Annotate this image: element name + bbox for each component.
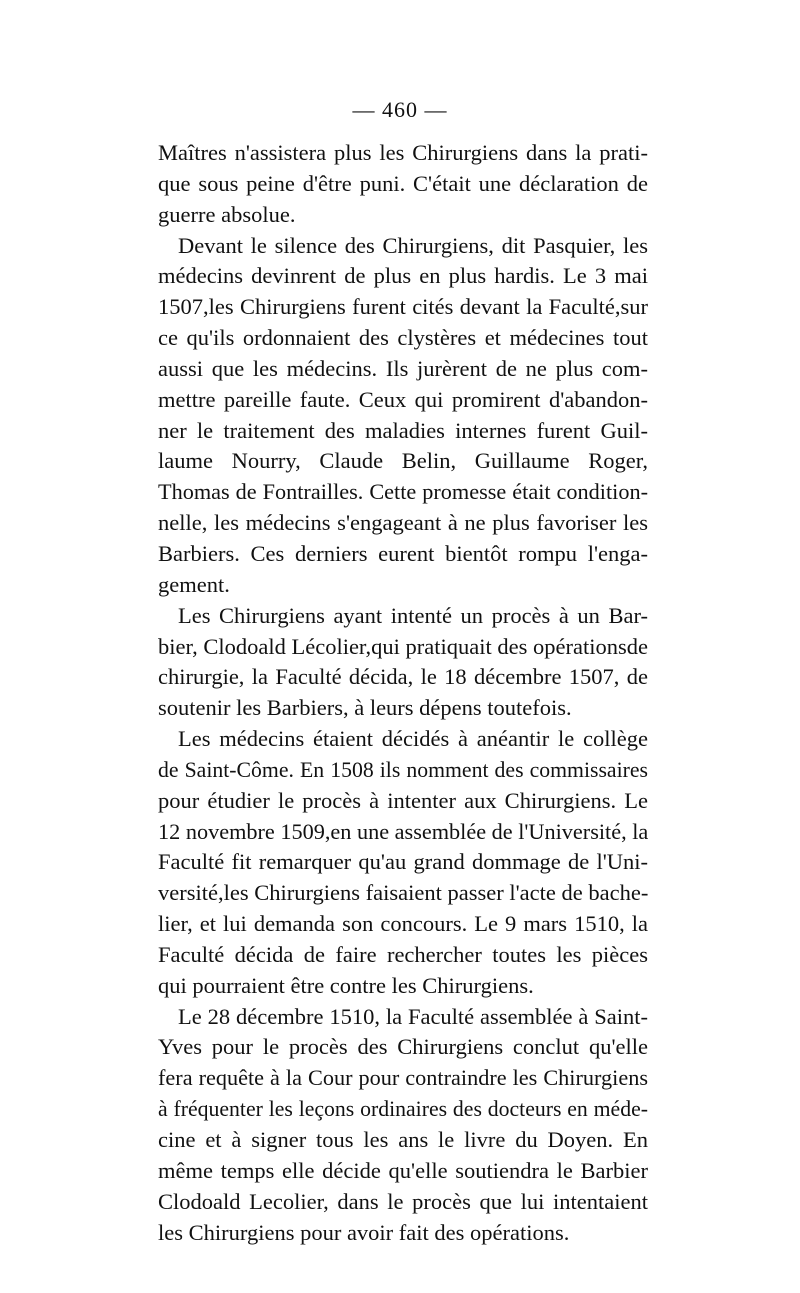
text-line: ner le traitement des maladies internes furent Guil- bbox=[158, 417, 648, 443]
body-text bbox=[158, 138, 648, 1248]
text-line: Thomas de Fontrailles. Cette promesse était condition- bbox=[158, 479, 648, 505]
text-line: pour étudier le procès à intenter aux Chirurgiens. Le bbox=[158, 787, 648, 813]
text-line: que sous peine d'être puni. C'était une déclaration de bbox=[158, 170, 648, 196]
text-line: Devant le silence des Chirurgiens, dit Pasquier, les bbox=[178, 232, 648, 258]
text-line: aussi que les médecins. Ils jurèrent de ne plus com- bbox=[158, 355, 648, 381]
text-line: ce qu'ils ordonnaient des clystères et médecines tout bbox=[158, 325, 648, 351]
text-line: de Saint-Côme. En 1508 ils nomment des commissaires bbox=[158, 757, 648, 782]
text-line: Faculté décida de faire rechercher toutes les pièces bbox=[158, 941, 648, 967]
text-line: Les médecins étaient décidés à anéantir le collège bbox=[178, 726, 648, 752]
text-line: mettre pareille faute. Ceux qui promirent d'abandon- bbox=[158, 386, 648, 412]
text-line: Yves pour le procès des Chirurgiens conclut qu'elle bbox=[158, 1034, 648, 1060]
text-line: cine et à signer tous les ans le livre du Doyen. En bbox=[158, 1127, 648, 1152]
text-line: laume Nourry, Claude Belin, Guillaume Roger, bbox=[158, 448, 648, 474]
text-line: 1507,les Chirurgiens furent cités devant la Faculté,sur bbox=[158, 294, 648, 320]
text-line: nelle, les médecins s'engageant à ne plus favoriser les bbox=[158, 510, 648, 536]
text-line: versité,les Chirurgiens faisaient passer l'acte de bache- bbox=[158, 880, 649, 906]
text-line: chirurgie, la Faculté décida, le 18 décembre 1507, de bbox=[158, 664, 648, 690]
text-line: Barbiers. Ces derniers eurent bientôt rompu l'enga- bbox=[158, 540, 648, 566]
text-line: Maîtres n'assistera plus les Chirurgiens dans la prati- bbox=[158, 140, 648, 165]
text-line: lier, et lui demanda son concours. Le 9 mars 1510, la bbox=[158, 911, 648, 937]
text-line: Les Chirurgiens ayant intenté un procès à un Bar- bbox=[178, 602, 648, 628]
text-line: Faculté fit remarquer qu'au grand dommage de l'Uni- bbox=[158, 849, 648, 875]
text-line: qui pourraient être contre les Chirurgiens. bbox=[158, 972, 534, 998]
text-line: gement. bbox=[158, 571, 230, 597]
text-line: Clodoald Lecolier, dans le procès que lui intentaient bbox=[158, 1188, 648, 1214]
text-line: Le 28 décembre 1510, la Faculté assemblée à Saint- bbox=[178, 1003, 648, 1029]
text-line: 12 novembre 1509,en une assemblée de l'Université, la bbox=[158, 818, 649, 844]
text-line: bier, Clodoald Lécolier,qui pratiquait des opérationsde bbox=[158, 633, 648, 659]
text-line: fera requête à la Cour pour contraindre les Chirurgiens bbox=[158, 1065, 648, 1091]
page-number: — 460 — bbox=[352, 97, 448, 122]
text-line: médecins devinrent de plus en plus hardis. Le 3 mai bbox=[158, 263, 648, 289]
text-line: guerre absolue. bbox=[158, 201, 296, 227]
text-line: à fréquenter les leçons ordinaires des docteurs en méde- bbox=[158, 1097, 648, 1122]
text-line: soutenir les Barbiers, à leurs dépens toutefois. bbox=[158, 695, 572, 721]
text-line: même temps elle décide qu'elle soutiendra le Barbier bbox=[158, 1157, 648, 1183]
text-line: les Chirurgiens pour avoir fait des opérations. bbox=[158, 1219, 570, 1245]
